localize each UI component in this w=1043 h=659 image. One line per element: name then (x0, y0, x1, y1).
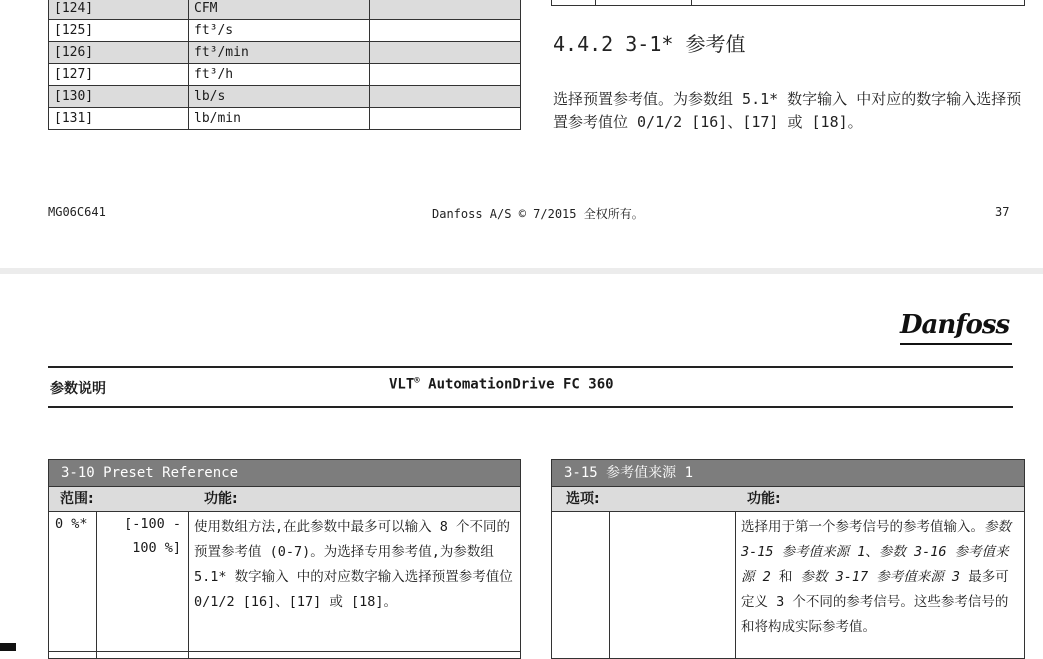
unit-code: [131] (49, 108, 189, 130)
table-row (49, 64, 521, 86)
doc-code: MG06C641 (48, 205, 106, 219)
unit-extra (370, 86, 521, 108)
unit-code: [130] (49, 86, 189, 108)
param-description: 选择用于第一个参考信号的参考值输入。参数 3-15 参考值来源 1、参数 3-16 参考值来源 2 和 参数 3-17 参考值来源 3 最多可定义 3 个不同的参考信号。这些参考信号的和将构成实际参考值。 (741, 519, 1011, 635)
unit-code: [124] (49, 0, 189, 20)
table-row (49, 20, 521, 42)
param-description: 使用数组方法,在此参数中最多可以输入 8 个不同的预置参考值 (0-7)。为选择专用参考值,为参数组 5.1* 数字输入 中的对应数字输入选择预置参考值位 0/1/2 [16]、[17] 或 [18]。 (194, 519, 513, 610)
table-row (49, 42, 521, 64)
section-heading: 4.4.2 3-1* 参考值 (553, 32, 746, 56)
unit-name: lb/s (189, 86, 370, 108)
param-range: [-100 - 100 %] (124, 516, 181, 556)
col-range-header: 范围: (60, 491, 94, 507)
param-title: 3-10 Preset Reference (49, 460, 520, 486)
col-function-header: 功能: (204, 491, 238, 507)
unit-name: CFM (189, 0, 370, 20)
unit-extra (370, 42, 521, 64)
unit-name: ft³/min (189, 42, 370, 64)
table-row (49, 0, 521, 20)
param-3-15-table (551, 459, 1025, 659)
unit-name: ft³/h (189, 64, 370, 86)
col-function-header: 功能: (747, 491, 781, 507)
unit-code: [126] (49, 42, 189, 64)
copyright: Danfoss A/S © 7/2015 全权所有。 (432, 207, 644, 221)
table-row (49, 108, 521, 130)
table-bottom-edge (551, 0, 1025, 6)
header-top-rule (48, 366, 1013, 368)
unit-name: lb/min (189, 108, 370, 130)
link-param-3-16: 参数 3-16 参考值来源 2 (741, 544, 1009, 585)
section-paragraph: 选择预置参考值。为参数组 5.1* 数字输入 中对应的数字输入选择预置参考值位 0/1/2 [16]、[17] 或 [18]。 (553, 90, 1022, 131)
header-product-name: VLT® AutomationDrive FC 360 (389, 376, 614, 393)
danfoss-logo: Danfoss (900, 310, 1010, 340)
unit-extra (370, 64, 521, 86)
unit-code: [125] (49, 20, 189, 42)
param-title: 3-15 参考值来源 1 (552, 460, 1024, 486)
param-default: 0 %* (55, 516, 88, 532)
col-option-header: 选项: (566, 491, 600, 507)
table-row (49, 86, 521, 108)
link-param-3-15: 参数 3-15 参考值来源 1 (741, 519, 1011, 560)
logo-underline (900, 343, 1012, 345)
unit-table (48, 0, 521, 130)
param-3-10-table (48, 459, 521, 659)
unit-code: [127] (49, 64, 189, 86)
unit-extra (370, 108, 521, 130)
link-param-3-17: 参数 3-17 参考值来源 3 (800, 569, 961, 585)
page-separator (0, 268, 1043, 274)
unit-extra (370, 20, 521, 42)
unit-extra (370, 0, 521, 20)
page-number: 37 (995, 205, 1010, 219)
page-edge-tab (0, 643, 16, 651)
header-bottom-rule (48, 406, 1013, 408)
unit-name: ft³/s (189, 20, 370, 42)
header-section-title: 参数说明 (50, 381, 106, 397)
